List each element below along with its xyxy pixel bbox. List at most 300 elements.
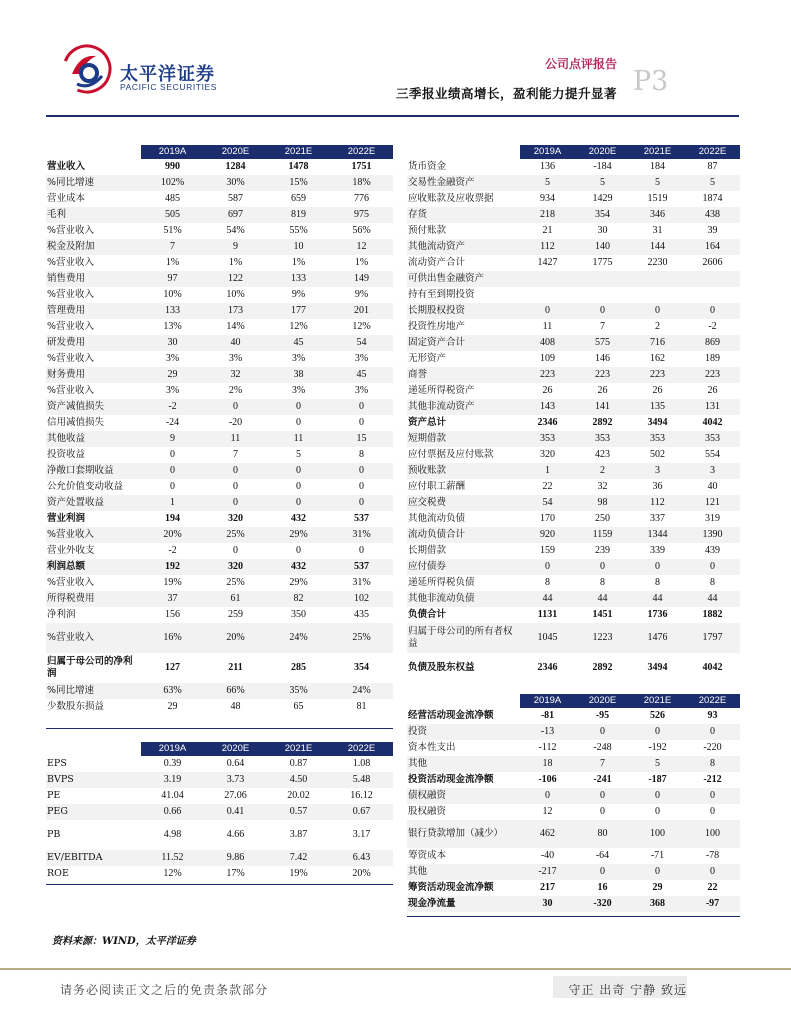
value-cell: 45	[267, 335, 330, 351]
table-row	[46, 788, 393, 804]
table-row	[407, 848, 740, 864]
table-row	[46, 623, 393, 653]
value-cell: 15%	[267, 175, 330, 191]
value-cell: 1390	[685, 527, 740, 543]
value-cell: 223	[685, 367, 740, 383]
row-label: %营业收入	[47, 289, 95, 300]
value-cell: 1159	[575, 527, 630, 543]
value-cell: 56%	[352, 225, 371, 236]
value-cell: 354	[354, 662, 369, 673]
table-row	[46, 159, 393, 175]
value-cell: 16%	[141, 623, 204, 653]
value-cell: 5	[630, 756, 685, 772]
column-header: 2022E	[685, 145, 740, 159]
value-cell: 48	[230, 701, 241, 712]
table-row	[46, 367, 393, 383]
table-row	[407, 724, 740, 740]
value-cell: -78	[705, 850, 720, 861]
value-cell: 87	[707, 161, 718, 172]
value-cell	[575, 271, 630, 287]
value-cell: 697	[204, 207, 267, 223]
value-cell: -220	[703, 742, 722, 753]
column-header: 2020E	[204, 145, 267, 159]
row-label: %同比增速	[46, 175, 141, 191]
value-cell: 0	[575, 303, 630, 319]
value-cell: 3494	[647, 417, 668, 428]
brand-name-cn: 太平洋证券	[120, 64, 215, 85]
value-cell: 16	[597, 882, 608, 893]
value-cell: 3%	[165, 385, 180, 396]
value-cell: 0	[330, 463, 393, 479]
value-cell: 39	[707, 225, 718, 236]
row-label: 负债合计	[408, 609, 447, 620]
table-row	[407, 175, 740, 191]
value-cell: 1427	[537, 257, 558, 268]
value-cell: 8	[600, 577, 605, 588]
table-row	[407, 623, 740, 653]
value-cell: 320	[228, 513, 243, 524]
value-cell: 1%	[228, 257, 243, 268]
value-cell: 0.64	[226, 758, 245, 769]
table-row	[407, 864, 740, 880]
value-cell: 133	[141, 303, 204, 319]
table-row	[407, 431, 740, 447]
value-cell: 12%	[352, 321, 371, 332]
row-label: 递延所得税资产	[408, 385, 475, 396]
row-label: %营业收入	[47, 257, 95, 268]
table-row	[46, 699, 393, 715]
balance-sheet-table	[407, 145, 740, 683]
value-cell: 135	[630, 399, 685, 415]
value-cell: 2230	[647, 257, 668, 268]
table-row	[407, 159, 740, 175]
table-row	[46, 543, 393, 559]
table-row	[407, 772, 740, 788]
column-header: 2022E	[685, 694, 740, 708]
row-label: 短期借款	[407, 431, 520, 447]
value-cell: 26	[652, 385, 663, 396]
value-cell: 184	[650, 161, 665, 172]
row-label: 现金净流量	[407, 896, 520, 912]
row-label: 归属于母公司的净利润	[47, 656, 133, 679]
row-label: 其他流动资产	[407, 239, 520, 255]
value-cell: 353	[685, 431, 740, 447]
value-cell: 1%	[291, 257, 306, 268]
value-cell: 162	[650, 353, 665, 364]
row-label: %营业收入	[47, 353, 95, 364]
table-row	[407, 287, 740, 303]
table-bottom-rule	[46, 728, 393, 729]
value-cell: 98	[575, 495, 630, 511]
table-row	[46, 319, 393, 335]
value-cell: 975	[330, 207, 393, 223]
value-cell: 20%	[141, 527, 204, 543]
value-cell: 2	[655, 321, 660, 332]
value-cell: 21	[542, 225, 553, 236]
table-row	[407, 880, 740, 896]
value-cell: 19%	[289, 868, 308, 879]
value-cell: 346	[630, 207, 685, 223]
row-label: 其他	[407, 756, 520, 772]
value-cell: 51%	[163, 225, 182, 236]
row-label: 货币资金	[408, 161, 447, 172]
table-row	[407, 479, 740, 495]
row-label: 投资	[407, 724, 520, 740]
value-cell: 0.39	[163, 758, 182, 769]
source-note: 资料来源：WIND，太平洋证券	[52, 936, 196, 947]
value-cell: 3%	[354, 385, 369, 396]
row-label: 所得税费用	[46, 591, 141, 607]
value-cell: 131	[685, 399, 740, 415]
value-cell: 1775	[592, 257, 613, 268]
value-cell: 8	[710, 577, 715, 588]
value-cell: 54%	[226, 225, 245, 236]
value-cell: 0	[267, 495, 330, 511]
value-cell: 8	[685, 756, 740, 772]
value-cell: 27.06	[224, 790, 247, 801]
row-label: 资产处置收益	[46, 495, 141, 511]
row-label: EPS	[47, 758, 67, 769]
value-cell: -24	[165, 417, 180, 428]
value-cell: 141	[575, 399, 630, 415]
row-label: EV/EBITDA	[46, 850, 141, 866]
row-label: 银行贷款增加（减少）	[407, 820, 520, 848]
row-label: 固定资产合计	[407, 335, 520, 351]
row-label: 营业收入	[47, 161, 86, 172]
value-cell: 194	[165, 513, 180, 524]
row-label: 应付债券	[407, 559, 520, 575]
value-cell: 217	[540, 882, 555, 893]
table-row	[46, 335, 393, 351]
value-cell: 1%	[165, 257, 180, 268]
value-cell: 156	[165, 609, 180, 620]
table-row	[46, 415, 393, 431]
table-row	[46, 653, 393, 683]
row-label: 销售费用	[46, 271, 141, 287]
disclaimer-notice: 请务必阅读正文之后的免责条款部分	[60, 983, 269, 997]
value-cell: 22	[707, 882, 718, 893]
value-cell: 93	[707, 710, 718, 721]
value-cell: 0.67	[330, 804, 393, 820]
page-number: P3	[633, 66, 669, 97]
value-cell: 716	[630, 335, 685, 351]
table-row	[407, 223, 740, 239]
value-cell: 5	[520, 175, 575, 191]
income-statement-table	[46, 145, 393, 715]
value-cell: 0	[630, 559, 685, 575]
value-cell: 32	[597, 481, 608, 492]
value-cell: 30	[597, 225, 608, 236]
value-cell: 537	[330, 559, 393, 575]
value-cell: 353	[630, 431, 685, 447]
row-label: 股权融资	[408, 806, 447, 817]
column-header: 2021E	[267, 145, 330, 159]
table-header-row	[407, 694, 740, 708]
report-type: 公司点评报告	[544, 57, 617, 71]
row-label: 递延所得税负债	[408, 577, 475, 588]
table-row	[46, 527, 393, 543]
value-cell: 320	[540, 449, 555, 460]
value-cell: 0	[630, 303, 685, 319]
header-blank-cell	[407, 145, 520, 159]
value-cell: 1478	[288, 161, 309, 172]
value-cell: 2892	[592, 417, 613, 428]
table-row	[407, 191, 740, 207]
value-cell: 31	[652, 225, 663, 236]
value-cell: 189	[705, 353, 720, 364]
value-cell: 1874	[702, 193, 723, 204]
value-cell: 14%	[226, 321, 245, 332]
value-cell	[630, 271, 685, 287]
value-cell: 408	[520, 335, 575, 351]
value-cell: 17%	[226, 868, 245, 879]
table-row	[407, 319, 740, 335]
value-cell: 0	[685, 559, 740, 575]
value-cell: 7	[141, 239, 204, 255]
value-cell: 0	[520, 788, 575, 804]
column-header: 2020E	[204, 742, 267, 756]
value-cell: 526	[650, 710, 665, 721]
value-cell: 3494	[647, 662, 668, 673]
table-row	[46, 463, 393, 479]
value-cell: 29	[167, 701, 178, 712]
value-cell: 11.52	[141, 850, 204, 866]
value-cell: 0	[330, 495, 393, 511]
value-cell: 149	[330, 271, 393, 287]
table-row	[46, 255, 393, 271]
value-cell: 5	[575, 175, 630, 191]
row-label: 其他	[407, 864, 520, 880]
table-row	[46, 479, 393, 495]
value-cell: 102	[330, 591, 393, 607]
column-header: 2019A	[520, 694, 575, 708]
row-label: 投资性房地产	[408, 321, 466, 332]
value-cell: 29%	[289, 577, 308, 588]
value-cell: 38	[267, 367, 330, 383]
value-cell: 36	[652, 481, 663, 492]
value-cell: 0	[685, 864, 740, 880]
value-cell: 7.42	[267, 850, 330, 866]
value-cell: 1344	[630, 527, 685, 543]
value-cell: 30	[520, 896, 575, 912]
value-cell: 2346	[537, 662, 558, 673]
value-cell: 100	[630, 820, 685, 848]
table-row	[407, 820, 740, 848]
table-row	[46, 866, 393, 882]
value-cell: 100	[685, 820, 740, 848]
table-row	[46, 239, 393, 255]
value-cell: 1	[141, 495, 204, 511]
value-cell	[630, 287, 685, 303]
value-cell: 0	[685, 724, 740, 740]
value-cell: 24%	[330, 683, 393, 699]
value-cell: 920	[520, 527, 575, 543]
row-label: 少数股东损益	[47, 701, 105, 712]
table-row	[407, 255, 740, 271]
value-cell: -2	[708, 321, 717, 332]
row-label: 资产总计	[408, 417, 447, 428]
value-cell: 7	[233, 449, 238, 460]
table-row	[46, 207, 393, 223]
value-cell: 0	[630, 788, 685, 804]
value-cell: 1.08	[352, 758, 371, 769]
row-label: 财务费用	[46, 367, 141, 383]
value-cell: 0	[267, 399, 330, 415]
value-cell: 82	[267, 591, 330, 607]
value-cell: 20%	[352, 868, 371, 879]
value-cell: 990	[165, 161, 180, 172]
row-label: 应付职工薪酬	[408, 481, 466, 492]
value-cell: 0	[359, 417, 364, 428]
table-bottom-rule	[46, 884, 393, 885]
row-label: 其他非流动负债	[407, 591, 520, 607]
value-cell: 1223	[575, 623, 630, 653]
value-cell: -2	[168, 545, 177, 556]
table-row	[407, 415, 740, 431]
value-cell: 218	[520, 207, 575, 223]
value-cell: 0	[204, 399, 267, 415]
value-cell: 1797	[685, 623, 740, 653]
header-blank-cell	[46, 145, 141, 159]
row-label: 可供出售金融资产	[407, 271, 520, 287]
row-label: 管理费用	[46, 303, 141, 319]
value-cell: 0	[233, 545, 238, 556]
value-cell: 3%	[291, 353, 306, 364]
value-cell: 1%	[354, 257, 369, 268]
value-cell: 45	[330, 367, 393, 383]
row-label: %营业收入	[47, 225, 95, 236]
value-cell: 13%	[163, 321, 182, 332]
table-row	[46, 495, 393, 511]
value-cell: 15	[330, 431, 393, 447]
value-cell: 3%	[228, 353, 243, 364]
value-cell: 350	[291, 609, 306, 620]
column-header: 2022E	[330, 742, 393, 756]
value-cell: 44	[685, 591, 740, 607]
row-label: 持有至到期投资	[408, 289, 475, 300]
value-cell: 869	[685, 335, 740, 351]
value-cell: 9.86	[204, 850, 267, 866]
value-cell: 2%	[228, 385, 243, 396]
value-cell: 575	[575, 335, 630, 351]
value-cell: 0	[141, 463, 204, 479]
value-cell: 7	[575, 756, 630, 772]
row-label: 长期股权投资	[407, 303, 520, 319]
value-cell: -187	[648, 774, 667, 785]
value-cell: 320	[204, 559, 267, 575]
value-cell: 11	[267, 431, 330, 447]
table-row	[407, 575, 740, 591]
value-cell	[520, 287, 575, 303]
row-label: %营业收入	[47, 385, 95, 396]
value-cell: 19%	[163, 577, 182, 588]
table-row	[46, 559, 393, 575]
value-cell: 259	[228, 609, 243, 620]
column-header: 2021E	[630, 694, 685, 708]
table-row	[407, 607, 740, 623]
row-label: PEG	[46, 804, 141, 820]
row-label: %营业收入	[46, 527, 141, 543]
value-cell: 505	[141, 207, 204, 223]
row-label: 公允价值变动收益	[47, 481, 124, 492]
column-header: 2022E	[330, 145, 393, 159]
value-cell: 353	[520, 431, 575, 447]
value-cell: -81	[540, 710, 555, 721]
value-cell: 11	[204, 431, 267, 447]
table-row	[407, 495, 740, 511]
value-cell: 462	[520, 820, 575, 848]
value-cell: 30%	[204, 175, 267, 191]
table-row	[407, 740, 740, 756]
row-label: 营业外收支	[47, 545, 95, 556]
column-header: 2020E	[575, 145, 630, 159]
row-label: 投资活动现金流净额	[408, 774, 494, 785]
table-row	[407, 463, 740, 479]
table-row	[46, 804, 393, 820]
value-cell: 0	[359, 481, 364, 492]
value-cell: 3.73	[204, 772, 267, 788]
value-cell: 1429	[592, 193, 613, 204]
value-cell: 5	[296, 449, 301, 460]
table-row	[407, 383, 740, 399]
value-cell: 0	[204, 495, 267, 511]
value-cell: 25%	[330, 623, 393, 653]
value-cell: -20	[228, 417, 243, 428]
value-cell: 4.66	[226, 829, 245, 840]
value-cell: 201	[330, 303, 393, 319]
value-cell: 9%	[291, 289, 306, 300]
value-cell: 4042	[702, 417, 723, 428]
value-cell: 20.02	[287, 790, 310, 801]
value-cell: 250	[595, 513, 610, 524]
value-cell: 177	[267, 303, 330, 319]
value-cell: 1045	[520, 623, 575, 653]
row-label: 其他非流动资产	[407, 399, 520, 415]
value-cell: 819	[267, 207, 330, 223]
row-label: 筹资成本	[408, 850, 447, 861]
footer-divider	[0, 968, 791, 970]
value-cell: 5.48	[330, 772, 393, 788]
value-cell: 1451	[592, 609, 613, 620]
table-row	[46, 303, 393, 319]
row-label: 预收账款	[407, 463, 520, 479]
value-cell: 41.04	[161, 790, 184, 801]
value-cell: 11	[542, 321, 553, 332]
row-label: 负债及股东权益	[408, 662, 475, 673]
value-cell: -241	[593, 774, 612, 785]
table-bottom-rule	[407, 916, 740, 917]
value-cell: 319	[705, 513, 720, 524]
value-cell: 26	[542, 385, 553, 396]
table-header-row	[46, 742, 393, 756]
value-cell: -212	[703, 774, 722, 785]
value-cell: 102%	[141, 175, 204, 191]
company-motto: 守正 出奇 宁静 致远	[568, 983, 687, 997]
value-cell: -71	[650, 850, 665, 861]
value-cell: 26	[707, 385, 718, 396]
value-cell: 339	[650, 545, 665, 556]
value-cell: 423	[595, 449, 610, 460]
table-row	[46, 399, 393, 415]
value-cell: 0	[233, 481, 238, 492]
value-cell: 80	[575, 820, 630, 848]
valuation-ratio-table	[46, 742, 393, 882]
row-label: 毛利	[46, 207, 141, 223]
value-cell: -13	[520, 724, 575, 740]
value-cell: 502	[650, 449, 665, 460]
value-cell: 81	[356, 701, 367, 712]
value-cell: -184	[593, 161, 612, 172]
